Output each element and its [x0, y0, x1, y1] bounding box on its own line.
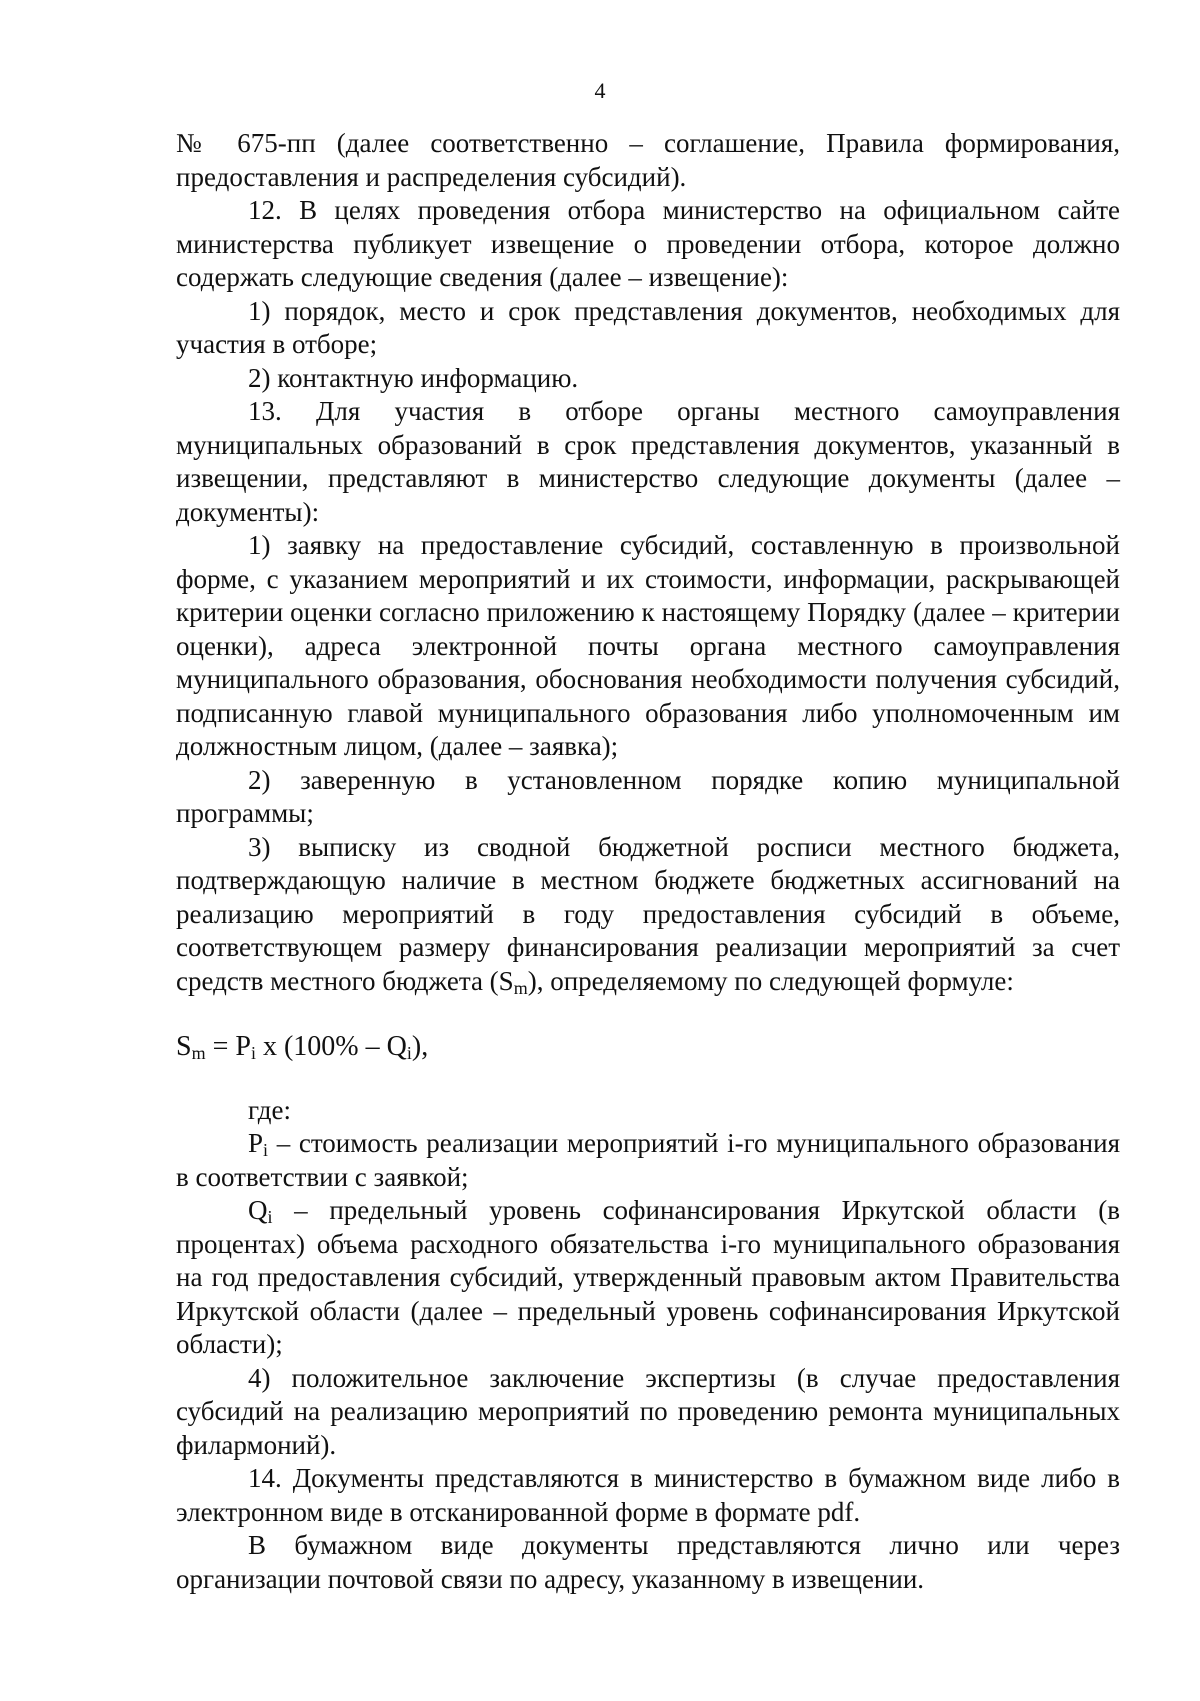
subscript-m: m [513, 977, 528, 998]
formula-sub-i: i [250, 1043, 256, 1063]
definition-q-text: – предельный уровень софинансирования Иркутской области (в процентах) объема расходного обязательства i-го муниципального образования на год предоставления субсидий, утвержденный правовым актом Правительства Иркутской области (далее – предельный уровень софинансирования Иркутской области); [176, 1195, 1120, 1359]
definition-q-letter: Q [248, 1195, 268, 1225]
paragraph-13-item-3-tail: ), определяемому по следующей формуле: [527, 965, 1014, 996]
formula [176, 1030, 1120, 1064]
paragraph-13: 13. Для участия в отборе органы местного самоуправления муниципальных образований в срок представления документов, указанный в извещении, представляют в министерство следующие документы (далее – документы): [176, 396, 1120, 527]
definition-q-sub: i [267, 1207, 273, 1227]
paragraph-13-item-3 [176, 831, 1120, 999]
formula-sub-i-2: i [406, 1043, 412, 1063]
formula-sub-m: m [191, 1043, 206, 1063]
paragraph-12-item-2: 2) контактную информацию. [248, 362, 579, 393]
document-body [176, 127, 1120, 1596]
paragraph-14: 14. Документы представляются в министерство в бумажном виде либо в электронном виде в отсканированной форме в формате pdf. [176, 1463, 1120, 1527]
formula-eq: = P [205, 1031, 251, 1062]
formula-mid: x (100% – Q [255, 1031, 407, 1062]
definition-p-letter: P [248, 1128, 264, 1158]
paragraph-12: 12. В целях проведения отбора министерство на официальном сайте министерства публикует извещение о проведении отбора, которое должно содержать следующие сведения (далее – извещение): [176, 195, 1120, 292]
paragraph-12-item-1: 1) порядок, место и срок представления документов, необходимых для участия в отборе; [176, 295, 1120, 359]
formula-s: S [176, 1031, 192, 1062]
paragraph-13-item-3-text: 3) выписку из сводной бюджетной росписи местного бюджета, подтверждающую наличие в местном бюджете бюджетных ассигнований на реализацию мероприятий в году предоставления субсидий в объеме, соответствующем размеру финансирования реализации мероприятий за счет средств местного бюджета (S [176, 831, 1120, 996]
paragraph-13-item-4: 4) положительное заключение экспертизы (в случае предоставления субсидий на реализацию мероприятий по проведению ремонта муниципальных филармоний). [176, 1362, 1120, 1460]
definition-p-text: – стоимость реализации мероприятий i-го муниципального образования в соответствии с заявкой; [176, 1128, 1120, 1192]
paragraph-continuation: № 675-пп (далее соответственно – соглашение, Правила формирования, предоставления и распределения субсидий). [176, 128, 1120, 192]
paragraph-14-paper: В бумажном виде документы представляются лично или через организации почтовой связи по адресу, указанному в извещении. [176, 1530, 1120, 1594]
where-label: где: [248, 1094, 291, 1125]
formula-end: ), [411, 1031, 429, 1062]
page-number: 4 [594, 78, 606, 103]
definition-p-sub: i [263, 1140, 269, 1160]
definition-q [176, 1194, 1120, 1362]
definition-p [176, 1127, 1120, 1194]
paragraph-13-item-2: 2) заверенную в установленном порядке копию муниципальной программы; [176, 764, 1120, 828]
paragraph-13-item-1: 1) заявку на предоставление субсидий, составленную в произвольной форме, с указанием мероприятий и их стоимости, информации, раскрывающей критерии оценки согласно приложению к настоящему Порядку (далее – критерии оценки), адреса электронной почты органа местного самоуправления муниципального образования, обоснования необходимости получения субсидий, подписанную главой муниципального образования либо уполномоченным им должностным лицом, (далее – заявка); [176, 530, 1120, 761]
